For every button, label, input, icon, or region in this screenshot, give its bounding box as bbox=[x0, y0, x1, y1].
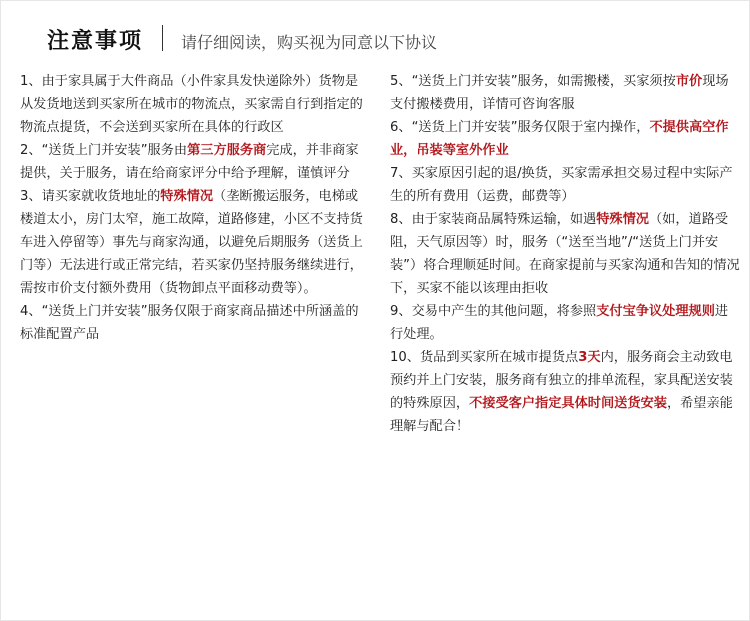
notice-item-5 bbox=[390, 70, 740, 116]
notice-highlight: 不接受客户指定具体时间送货安装 bbox=[469, 396, 667, 411]
notice-text: 内，服务商会主动致电预约并上门安装，服务商有独立的排单流程，家具配送安装的特殊原因， bbox=[390, 350, 733, 411]
notice-column-left bbox=[20, 70, 370, 346]
notice-text: 进行处理。 bbox=[390, 304, 729, 342]
notice-text: 5、“送货上门并安装”服务，如需搬楼，买家须按 bbox=[390, 74, 676, 89]
notice-item-3 bbox=[20, 185, 370, 300]
notice-item-10 bbox=[390, 346, 740, 438]
notice-text: 10、货品到买家所在城市提货点 bbox=[390, 350, 579, 365]
notice-highlight: 特殊情况 bbox=[596, 212, 649, 227]
notice-item-4 bbox=[20, 300, 370, 346]
notice-text: 完成，并非商家提供，关于服务，请在给商家评分中给予理解，谨慎评分 bbox=[20, 143, 359, 181]
notice-item-7 bbox=[390, 162, 740, 208]
notice-item-9 bbox=[390, 300, 740, 346]
notice-header bbox=[0, 22, 750, 62]
notice-text: 7、买家原因引起的退/换货，买家需承担交易过程中实际产生的所有费用（运费，邮费等） bbox=[390, 166, 733, 204]
notice-column-right bbox=[390, 70, 740, 438]
notice-text: 3、请买家就收货地址的 bbox=[20, 189, 161, 204]
notice-highlight: 特殊情况 bbox=[160, 189, 214, 204]
notice-item-8 bbox=[390, 208, 740, 300]
notice-text: 1、由于家具属于大件商品（小件家具发快递除外）货物是从发货地送到买家所在城市的物流点，买家需自行到指定的物流点提货，不会送到买家所在具体的行政区 bbox=[20, 74, 363, 135]
notice-text: （垄断搬运服务，电梯或楼道太小，房门太窄，施工故障，道路修建，小区不支持货车进入停留等）事先与商家沟通，以避免后期服务（送货上门等）无法进行或正常完结，若买家仍坚持服务继续进行，需按市价支付额外费用（货物卸点平面移动费等）。 bbox=[20, 189, 363, 296]
notice-text: 4、“送货上门并安装”服务仅限于商家商品描述中所涵盖的标准配置产品 bbox=[20, 304, 359, 342]
notice-text: （如，道路受阻，天气原因等）时，服务（“送至当地”/“送货上门并安装”）将合理顺延时间。在商家提前与买家沟通和告知的情况下，买家不能以该理由拒收 bbox=[390, 212, 740, 296]
notice-highlight: 市价 bbox=[675, 74, 703, 89]
notice-highlight: 不提供高空作业，吊装等室外作业 bbox=[390, 120, 729, 158]
title-divider bbox=[162, 25, 163, 51]
page-subtitle: 请仔细阅读，购买视为同意以下协议 bbox=[181, 33, 438, 52]
notice-item-1 bbox=[20, 70, 370, 139]
notice-highlight: 支付宝争议处理规则 bbox=[596, 304, 715, 319]
notice-text: 6、“送货上门并安装”服务仅限于室内操作， bbox=[390, 120, 650, 135]
notice-text: 8、由于家装商品属特殊运输，如遇 bbox=[390, 212, 597, 227]
notice-highlight: 3天 bbox=[578, 350, 601, 365]
notice-text: 现场支付搬楼费用，详情可咨询客服 bbox=[390, 74, 729, 112]
notice-text: ，希望亲能理解与配合！ bbox=[390, 396, 733, 434]
notice-item-6 bbox=[390, 116, 740, 162]
notice-highlight: 第三方服务商 bbox=[187, 143, 267, 158]
notice-item-2 bbox=[20, 139, 370, 185]
notice-text: 9、交易中产生的其他问题，将参照 bbox=[390, 304, 597, 319]
page-title: 注意事项 bbox=[47, 28, 144, 54]
notice-text: 2、“送货上门并安装”服务由 bbox=[20, 143, 188, 158]
